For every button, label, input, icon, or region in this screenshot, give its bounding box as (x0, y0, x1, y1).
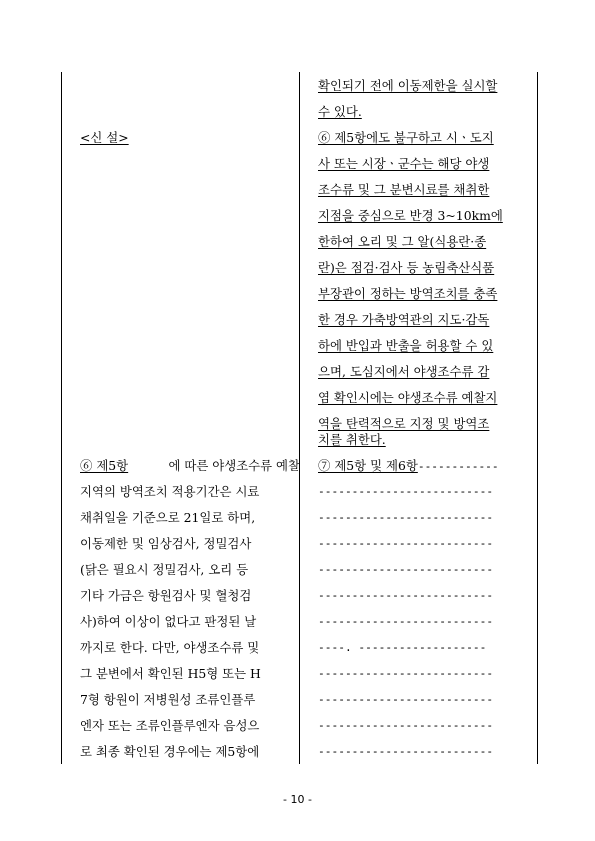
right-item6-line: 한 경우 가축방역관의 지도·감독 (318, 312, 490, 327)
right-dash-line: -------------------------- (318, 667, 494, 680)
right-item6-line: 염 확인시에는 야생조수류 예찰지 (318, 390, 498, 405)
table-border-left (61, 72, 62, 764)
right-dash-line: ----. ------------------- (318, 641, 487, 654)
right-item6-line: 하에 반입과 반출을 허용할 수 있 (318, 338, 494, 353)
right-dash-line: -------------------------- (318, 563, 494, 576)
right-item6-line: 역을 탄력적으로 지정 및 방역조 (318, 416, 490, 431)
left-item6-rest: 에 따른 야생조수류 예찰 (168, 458, 300, 473)
left-item6-marker: ⑥ 제5항 (80, 458, 129, 473)
right-item6-line: 부장관이 정하는 방역조치를 충족 (318, 286, 498, 301)
section-heading: <신 설> (80, 130, 129, 145)
right-dash-line: -------------------------- (318, 693, 494, 706)
left-line: 로 최종 확인된 경우에는 제5항에 (80, 744, 260, 759)
left-line: 사)하여 이상이 없다고 판정된 날 (80, 614, 257, 629)
table-border-right (537, 72, 538, 764)
right-item6-line: 지점을 중심으로 반경 3~10km에 (318, 208, 503, 223)
left-line (80, 456, 300, 476)
left-line: 이동제한 및 임상검사, 정밀검사 (80, 536, 252, 551)
right-item6-line: 사 또는 시장ㆍ군수는 해당 야생 (318, 156, 490, 171)
right-continuation-line: 수 있다. (318, 104, 362, 119)
left-line: 기타 가금은 항원검사 및 혈청검 (80, 588, 252, 603)
left-line: (닭은 필요시 정밀검사, 오리 등 (80, 562, 249, 577)
right-dash-line: -------------------------- (318, 719, 494, 732)
right-item6-line: 조수류 및 그 분변시료를 채취한 (318, 182, 490, 197)
right-item7-line (318, 456, 499, 476)
right-item6-line: ⑥ 제5항에도 불구하고 시ㆍ도지 (318, 130, 494, 145)
right-dash-line: -------------------------- (318, 485, 494, 498)
right-dash-line: -------------------------- (318, 537, 494, 550)
left-line: 채취일을 기준으로 21일로 하며, (80, 510, 256, 525)
right-item6-line: 치를 취한다. (318, 432, 386, 447)
left-line: 그 분변에서 확인된 H5형 또는 H (80, 666, 261, 681)
right-dash-line: -------------------------- (318, 745, 494, 758)
left-line: 지역의 방역조치 적용기간은 시료 (80, 484, 260, 499)
left-line: 엔자 또는 조류인플루엔자 음성으 (80, 718, 260, 733)
table-border-middle (299, 72, 300, 764)
right-item7-text: ⑦ 제5항 및 제6항 (318, 458, 418, 473)
right-item6-line: 한하여 오리 및 그 알(식용란·종 (318, 234, 487, 249)
right-dash-line: -------------------------- (318, 511, 494, 524)
right-item7-dashes: ------------ (417, 460, 499, 473)
left-line: 까지로 한다. 다만, 야생조수류 및 (80, 640, 260, 655)
right-continuation-line: 확인되기 전에 이동제한을 실시할 (318, 78, 498, 93)
right-item6-line: 으며, 도심지에서 야생조수류 감 (318, 364, 490, 379)
left-line: 7형 항원이 저병원성 조류인플루 (80, 692, 256, 707)
page-number: - 10 - (283, 793, 312, 806)
right-item6-line: 란)은 점검·검사 등 농림축산식품 (318, 260, 495, 275)
right-dash-line: -------------------------- (318, 589, 494, 602)
right-dash-line: -------------------------- (318, 615, 494, 628)
